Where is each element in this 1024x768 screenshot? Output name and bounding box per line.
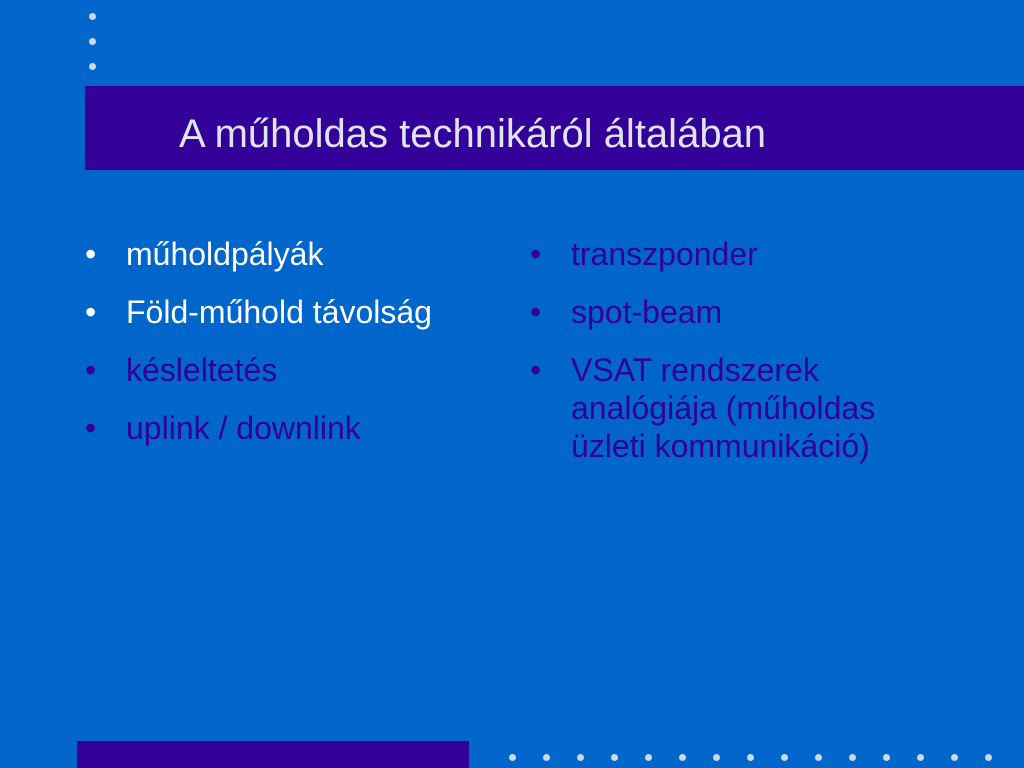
bullet-icon: • [530,236,542,272]
bullet-icon: • [85,410,97,446]
list-item [85,351,445,389]
decorative-dot [89,63,96,70]
bullet-icon: • [530,352,542,388]
decorative-dot [645,754,652,761]
decorative-dot [883,754,890,761]
right-bullet-list [530,235,910,485]
decorative-dot [747,754,754,761]
list-item-text: VSAT rendszerek analógiája (műholdas üzleti kommunikáció) [571,352,876,464]
bullet-icon: • [85,294,97,330]
decorative-dot [543,754,550,761]
list-item [85,235,445,273]
list-item-text: Föld-műhold távolság [126,294,432,330]
decorative-dot [849,754,856,761]
decorative-dot [577,754,584,761]
footer-bar [77,741,469,768]
decorative-dot [679,754,686,761]
list-item [530,235,910,273]
decorative-dot [611,754,618,761]
list-item-text: transzponder [571,236,758,272]
slide-title: A műholdas technikáról általában [179,112,767,156]
decorative-dot [985,754,992,761]
bullet-icon: • [530,294,542,330]
list-item-text: műholdpályák [126,236,324,272]
decorative-dot [509,754,516,761]
left-bullet-list [85,235,445,467]
decorative-dot [781,754,788,761]
decorative-dot [713,754,720,761]
list-item [530,293,910,331]
bullet-icon: • [85,352,97,388]
list-item-text: uplink / downlink [126,410,361,446]
decorative-dot [917,754,924,761]
decorative-dot [815,754,822,761]
list-item-text: spot-beam [571,294,723,330]
list-item-text: késleltetés [126,352,278,388]
decorative-dot [951,754,958,761]
list-item [85,293,445,331]
decorative-dot [89,13,96,20]
decorative-dot [89,38,96,45]
list-item [85,409,445,447]
bullet-icon: • [85,236,97,272]
list-item [530,351,910,465]
